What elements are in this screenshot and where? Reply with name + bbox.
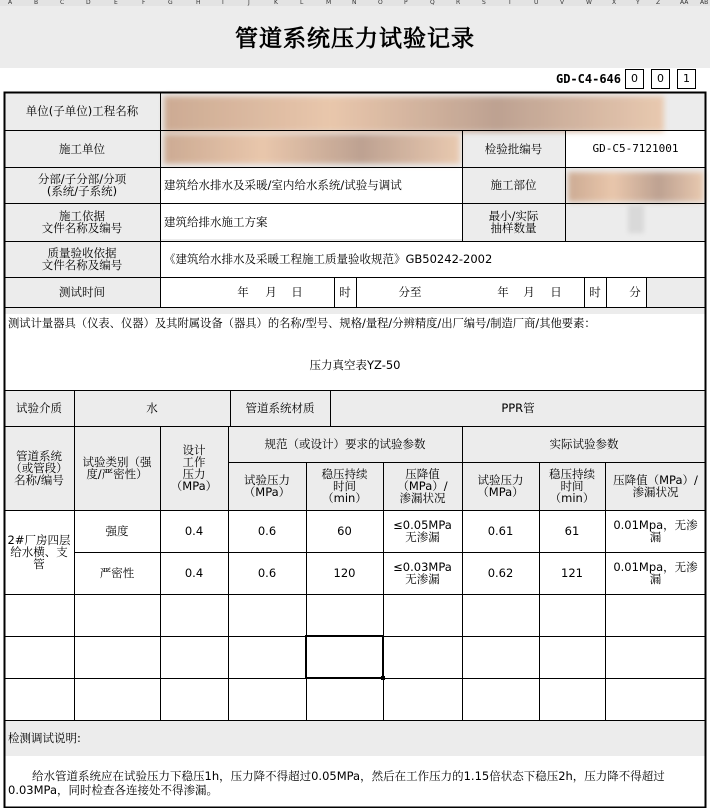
time-year-1: 年 — [237, 285, 249, 299]
row-1-spec-drop[interactable]: ≤0.05MPa 无渗漏 — [393, 518, 452, 544]
col-spec-duration-header: 稳压持续 时间 （min） — [321, 467, 368, 505]
form-code-bar — [0, 68, 710, 90]
division-value[interactable]: 建筑给水排水及采暖/室内给水系统/试验与调试 — [164, 178, 402, 192]
batch-no-value[interactable]: GD-C5-7121001 — [592, 141, 679, 155]
row-2-design[interactable]: 0.4 — [184, 566, 204, 580]
time-minute-to: 分至 — [398, 285, 422, 299]
form-code-digit-1[interactable]: 0 — [625, 69, 644, 89]
column-header-z[interactable]: Z — [656, 0, 661, 6]
basis-label: 施工依据 文件名称及编号 — [41, 209, 123, 235]
notes-label: 检测调试说明: — [8, 731, 81, 745]
column-header-m[interactable]: M — [326, 0, 332, 6]
form-code: GD-C4-646 — [555, 72, 621, 86]
column-header-r[interactable]: R — [456, 0, 461, 6]
row-2-act-duration[interactable]: 121 — [561, 566, 583, 580]
column-header-v[interactable]: V — [560, 0, 565, 6]
row-1-act-duration[interactable]: 61 — [564, 524, 580, 538]
column-header-y[interactable]: Y — [636, 0, 640, 6]
form-code-digit-2[interactable]: 0 — [651, 69, 670, 89]
empty-row-2[interactable] — [4, 636, 706, 678]
instruments-value[interactable]: 压力真空表YZ-50 — [309, 358, 401, 372]
construction-unit-label: 施工单位 — [59, 141, 105, 156]
row-1-type[interactable]: 强度 — [105, 524, 129, 538]
column-header-d[interactable]: D — [86, 0, 91, 6]
sampling-value[interactable] — [565, 203, 706, 241]
time-month-2: 月 — [523, 285, 535, 299]
instruments-label: 测试计量器具（仪表、仪器）及其附属设备（器具）的名称/型号、规格/量程/分辨精度/出厂编号/制造厂商/其他要素： — [8, 316, 596, 330]
actual-group-header: 实际试验参数 — [549, 437, 619, 451]
row-2-act-pressure[interactable]: 0.62 — [487, 566, 514, 580]
row-1-spec-duration[interactable]: 60 — [337, 524, 352, 538]
column-header-g[interactable]: G — [168, 0, 173, 6]
row-2-spec-pressure[interactable]: 0.6 — [257, 566, 277, 580]
test-time-label: 测试时间 — [59, 285, 105, 299]
column-header-i[interactable]: I — [222, 0, 224, 6]
row-1-design[interactable]: 0.4 — [184, 524, 204, 538]
column-header-c[interactable]: C — [60, 0, 65, 6]
medium-value[interactable]: 水 — [146, 401, 158, 415]
time-minute-2: 分 — [629, 285, 641, 299]
medium-label: 试验介质 — [16, 401, 62, 415]
batch-no-label: 检验批编号 — [484, 141, 543, 156]
col-spec-drop-header: 压降值 （MPa）/ 渗漏状况 — [397, 467, 448, 505]
material-label: 管道系统材质 — [245, 401, 315, 415]
empty-row-1[interactable] — [4, 594, 706, 636]
column-header-j[interactable]: J — [248, 0, 250, 6]
col-spec-pressure-header: 试验压力 （MPa） — [243, 473, 291, 499]
construction-unit-value[interactable] — [160, 130, 462, 167]
row-1-act-drop[interactable]: 0.01Mpa，无渗 漏 — [613, 518, 698, 544]
column-header-x[interactable]: X — [612, 0, 617, 6]
column-header-t[interactable]: T — [508, 0, 512, 6]
column-header-u[interactable]: U — [534, 0, 539, 6]
material-value[interactable]: PPR管 — [501, 401, 535, 415]
location-value[interactable] — [565, 167, 706, 203]
row-2-spec-drop[interactable]: ≤0.03MPa 无渗漏 — [393, 560, 452, 586]
division-label: 分部/子分部/分项 (系统/子系统) — [37, 172, 127, 198]
time-year-2: 年 — [497, 285, 509, 299]
acceptance-value[interactable]: 《建筑给水排水及采暖工程施工质量验收规范》GB50242-2002 — [164, 252, 493, 266]
time-month-1: 月 — [265, 285, 277, 299]
column-header-b[interactable]: B — [34, 0, 39, 6]
column-header-aa[interactable]: AA — [680, 0, 689, 6]
unit-project-label: 单位(子单位)工程名称 — [25, 104, 139, 118]
column-header-p[interactable]: P — [404, 0, 408, 6]
row-2-type[interactable]: 严密性 — [99, 566, 135, 580]
time-hour-2: 时 — [589, 285, 601, 299]
row-2-act-drop[interactable]: 0.01Mpa，无渗 漏 — [613, 560, 698, 586]
form-code-digit-3[interactable]: 1 — [677, 69, 696, 89]
notes-text[interactable]: 给水管道系统应在试验压力下稳压1h，压力降不得超过0.05MPa，然后在工作压力的1.15倍状态下稳压2h，压力降不得超过0.03MPa，同时检查各连接处不得渗漏。 — [8, 769, 665, 797]
column-header-k[interactable]: K — [274, 0, 278, 6]
row-2-spec-duration[interactable]: 120 — [333, 566, 356, 580]
column-header-q[interactable]: Q — [430, 0, 435, 6]
page-title: 管道系统压力试验记录 — [0, 6, 710, 68]
col-system-header: 管道系统 （或管段） 名称/编号 — [10, 449, 68, 487]
system-name-cell[interactable]: 2#厂房四层 给水横、支 管 — [7, 533, 71, 571]
basis-value[interactable]: 建筑给排水施工方案 — [164, 215, 268, 229]
time-day-2: 日 — [550, 285, 562, 299]
column-header-e[interactable]: E — [114, 0, 118, 6]
col-act-pressure-header: 试验压力 （MPa） — [477, 473, 524, 499]
col-design-pressure-header: 设计 工作 压力 （MPa） — [170, 443, 218, 493]
unit-project-value[interactable] — [160, 92, 706, 130]
acceptance-label: 质量验收依据 文件名称及编号 — [41, 246, 123, 272]
column-header-a[interactable]: A — [8, 0, 13, 6]
col-test-type-header: 试验类别（强 度/严密性） — [82, 455, 152, 481]
column-header-f[interactable]: F — [142, 0, 146, 6]
spec-group-header: 规范（或设计）要求的试验参数 — [264, 437, 426, 451]
col-act-drop-header: 压降值（MPa）/ 渗漏状况 — [613, 473, 698, 499]
column-header-ab[interactable]: AB — [700, 0, 709, 6]
column-header-n[interactable]: N — [352, 0, 357, 6]
time-hour-1: 时 — [339, 285, 351, 299]
column-header-l[interactable]: L — [300, 0, 304, 6]
empty-row-3[interactable] — [4, 678, 706, 720]
time-day-1: 日 — [291, 285, 303, 299]
column-header-s[interactable]: S — [482, 0, 486, 6]
row-1-act-pressure[interactable]: 0.61 — [487, 524, 514, 538]
column-header-h[interactable]: H — [196, 0, 201, 6]
col-act-duration-header: 稳压持续 时间 （min） — [549, 467, 595, 505]
column-header-w[interactable]: W — [586, 0, 592, 6]
row-1-spec-pressure[interactable]: 0.6 — [257, 524, 277, 538]
location-label: 施工部位 — [490, 178, 537, 192]
column-header-o[interactable]: O — [378, 0, 383, 6]
sampling-label: 最小/实际 抽样数量 — [488, 209, 539, 235]
